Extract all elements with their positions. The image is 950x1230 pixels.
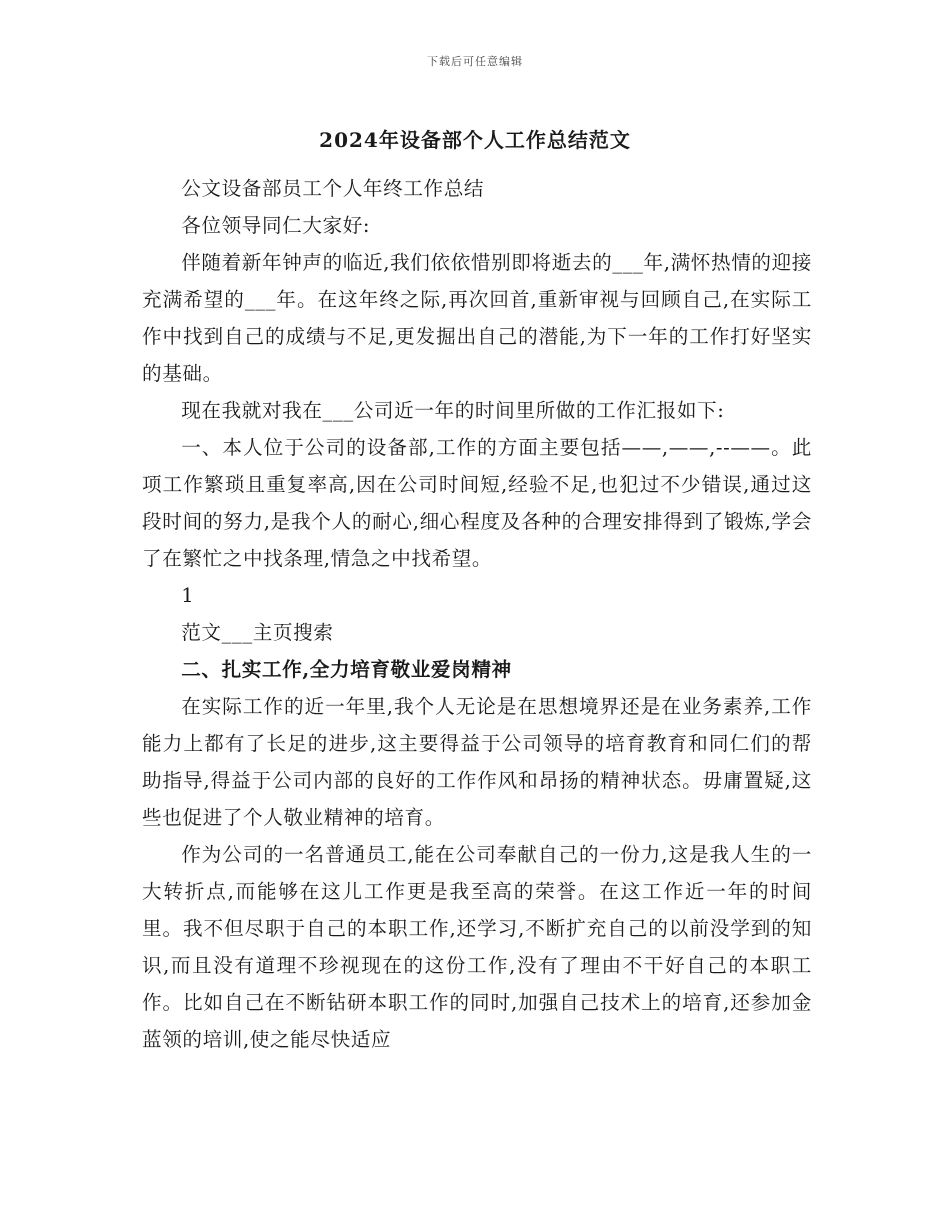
paragraph-subtitle: 公文设备部员工个人年终工作总结 bbox=[181, 177, 485, 200]
paragraph-section-two-a: 在实际工作的近一年里,我个人无论是在思想境界还是在业务素养,工作能力上都有了长足的进步,这主要得益于公司领导的培育教育和同仁们的帮助指导,得益于公司内部的良好的工作作风和昂扬的精神状态。毋庸置疑,这些也促进了个人敬业精神的培育。 bbox=[142, 695, 812, 829]
section-two-heading: 二、扎实工作,全力培育敬业爱岗精神 bbox=[181, 658, 512, 681]
page-number: 1 bbox=[181, 584, 195, 607]
document-title: 2024年设备部个人工作总结范文 bbox=[319, 128, 631, 152]
paragraph-report-lead: 现在我就对我在___公司近一年的时间里所做的工作汇报如下: bbox=[181, 399, 725, 422]
paragraph-section-two-b: 作为公司的一名普通员工,能在公司奉献自己的一份力,这是我人生的一大转折点,而能够在这儿工作更是我至高的荣誉。在这工作近一年的时间里。我不但尽职于自己的本职工作,还学习,不断扩充自己的以前没学到的知识,而且没有道理不珍视现在的这份工作,没有了理由不干好自己的本职工作。比如自己在不断钻研本职工作的同时,加强自己技术上的培育,还参加金蓝领的培训,使之能尽快适应 bbox=[142, 843, 812, 1051]
paragraph-section-one: 一、本人位于公司的设备部,工作的方面主要包括——,——,--——。此项工作繁琐且重复率高,因在公司时间短,经验不足,也犯过不少错误,通过这段时间的努力,是我个人的耐心,细心程度及各种的合理安排得到了锻炼,学会了在繁忙之中找条理,情急之中找希望。 bbox=[142, 436, 812, 570]
paragraph-intro: 伴随着新年钟声的临近,我们依依惜别即将逝去的___年,满怀热情的迎接充满希望的___年。在这年终之际,再次回首,重新审视与回顾自己,在实际工作中找到自己的成绩与不足,更发掘出自己的潜能,为下一年的工作打好坚实的基础。 bbox=[142, 251, 812, 385]
paragraph-search-note: 范文___主页搜索 bbox=[181, 621, 334, 644]
header-note: 下载后可任意编辑 bbox=[427, 55, 523, 68]
paragraph-greeting: 各位领导同仁大家好: bbox=[181, 214, 371, 237]
document-body bbox=[142, 170, 812, 1058]
